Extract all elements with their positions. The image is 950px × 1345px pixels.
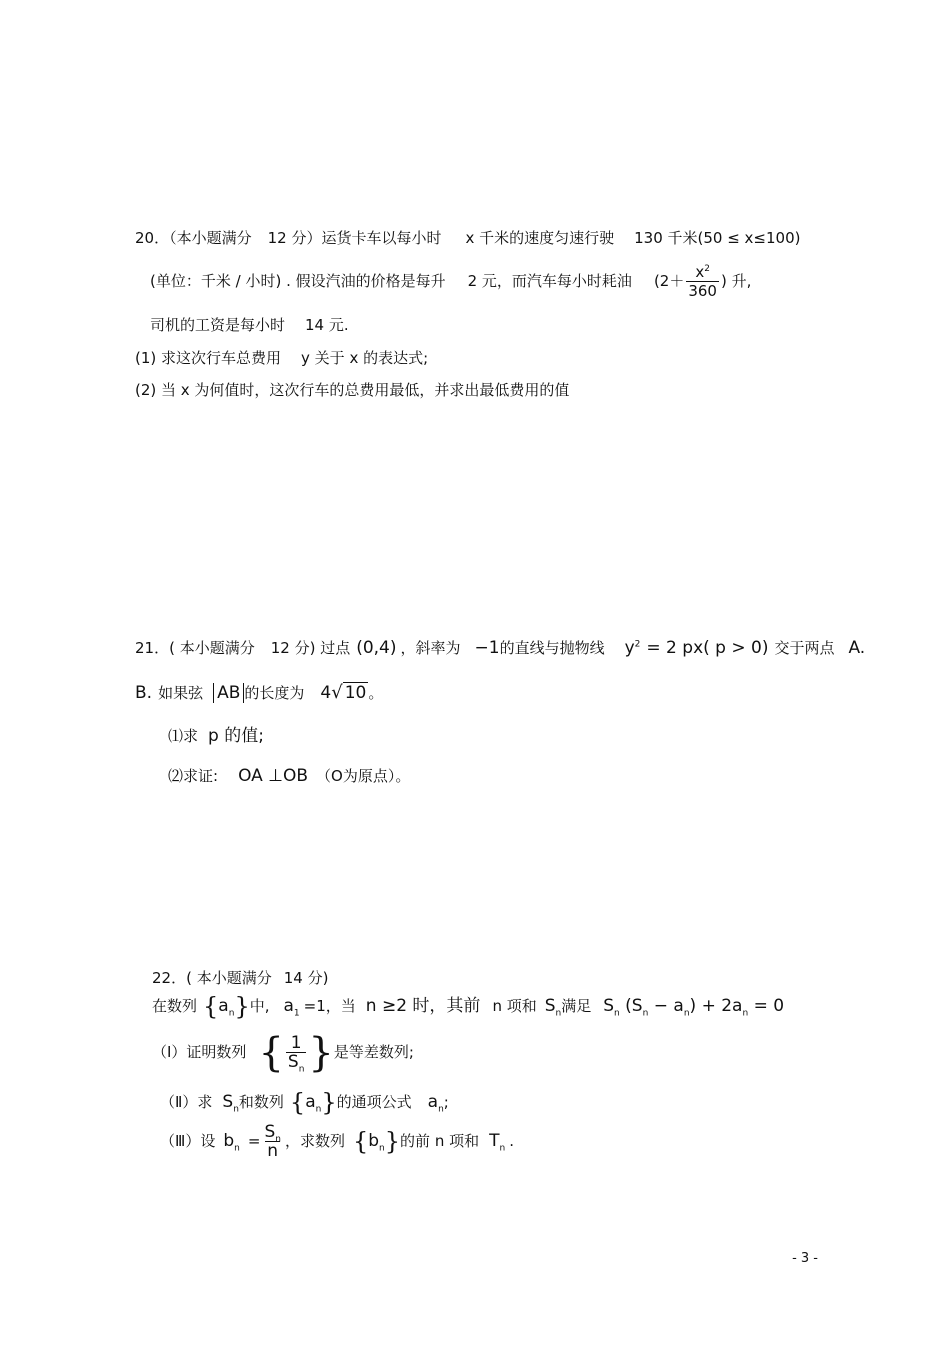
q20-line1 [135,228,800,248]
q21-sqrt-sign: √ [331,682,343,703]
q22-recip-num: 1 [290,1033,302,1053]
q21-part2-note: （O为原点）。 [316,767,411,785]
q21-point-a: A. [848,638,866,658]
q21-part1-expr: p 的值; [208,726,264,746]
q22-part3-eq: = [247,1132,261,1150]
q21-part2-text: ⑵求证: [168,767,219,785]
q22-eq: $S_n$ $(S_n - a_n) + 2a_n = 0$ [603,996,785,1019]
q22-part2 [160,1088,449,1117]
q22-part2-an: $a_n$ [305,1092,322,1115]
q20-price: 2 元，而汽车每小时耗油 [467,272,632,290]
q21-part2-expr: OA ⊥OB [238,766,309,786]
q22-recip-den-s: S [287,1052,299,1072]
q22-recip-fraction [286,1033,307,1075]
q21-line-text: 的直线与抛物线 [499,639,605,657]
q22-head: 22．( 本小题满分 [152,969,272,987]
q22-cond2: n ≥2 时，其前 [365,996,481,1016]
q21-point-b: B. [135,683,153,703]
q22-a1: $a_1$ [283,996,300,1019]
q22-part2-formula: 的通项公式 [336,1093,412,1111]
q22-eq-minus: − a [653,996,684,1016]
q22-part3-den: n [267,1141,279,1161]
q22-part3-fraction [262,1123,283,1160]
q22-part1-end: 是等差数列; [333,1043,414,1061]
q20-dist: 130 千米(50 ≤ x≤100) [634,229,801,247]
q22-part2-sn: $S_n$ [222,1092,239,1115]
q20-fraction: $\frac{x^2}{360}$ [688,263,717,300]
q20-unit: (单位：千米 / 小时) . 假设汽油的价格是每升 [150,272,446,290]
q22-cond3: n 项和 [492,997,537,1015]
q22-part2-set: { [289,1088,306,1117]
q21-parabola-y: $y^2$ [624,638,641,658]
q22-an: $a_n$ [218,996,235,1019]
q20-wage-val: 14 元. [305,316,349,334]
q21-len-end: 。 [368,684,384,702]
q21-score: 12 分) 过点 [270,639,351,657]
q20-line2 [150,262,751,300]
q20-wage: 司机的工资是每小时 [150,316,286,334]
q22-part3-num: $S_n$ [264,1122,281,1145]
q21-part1-text: ⑴求 [168,727,199,745]
q22-part2-an2: $a_n$ [427,1092,444,1115]
q21-slope: ，斜率为 [400,639,461,657]
q21-intersect: 交于两点 [774,639,835,657]
q21-len-root: 10 [344,683,367,703]
q20-part1-expr: y 关于 x 的表达式; [301,349,429,367]
q22-cond4: 满足 [561,997,592,1015]
q21-chord: 如果弦 [158,684,204,702]
q22-part2-text: （Ⅱ）求 [160,1093,213,1111]
q22-eq-zero: = 0 [753,996,785,1016]
q21-len-coef: 4 [320,683,332,703]
q20-frac-pre: (2＋ [653,272,685,290]
q20-var: x 千米的速度匀速行驶 [465,229,615,247]
q21-line1 [135,638,865,658]
q22-recip-set: { [258,1029,284,1076]
q22-part3 [160,1118,514,1165]
q22-an-set: { [203,992,219,1021]
q22-part3-bn2: $b_n$ [368,1131,385,1154]
q22-mid: 中, [249,997,270,1015]
q20-score: 12 分）运货卡车以每小时 [267,229,442,247]
q20-part1 [135,348,428,368]
q22-cond: =1，当 [303,997,356,1015]
q22-part3-seq: ，求数列 [284,1132,345,1150]
q22-recip-set-close: } [308,1029,334,1076]
q22-part3-bn: $b_n$ [223,1131,240,1154]
q21-ab-abs: AB [213,683,244,703]
q20-frac-post: ) 升, [720,272,752,290]
q22-part3-set: { [352,1127,369,1156]
q22-line2 [152,992,784,1021]
page-number: - 3 - [792,1251,818,1266]
q22-part3-tn: $T_n$ [489,1131,506,1154]
q21-parabola: = 2 px( p > 0) [646,638,769,658]
q22-part2-and: 和数列 [238,1093,284,1111]
q22-sn: $S_n$ [544,996,562,1019]
q20-head: 20．（本小题满分 [135,229,252,247]
q22-part3-text: （Ⅲ）设 [160,1132,216,1150]
q20-frac-num: x [695,263,705,281]
q22-eq-plus: ) + 2a [689,996,743,1016]
q22-part1 [152,1026,414,1078]
q22-score: 14 分) [283,969,329,987]
q21-point: (0,4) [356,638,397,658]
q22-seq: 在数列 [152,997,198,1015]
q22-part3-sum: 的前 n 项和 [400,1132,480,1150]
q22-an-set-close: } [234,992,250,1021]
q21-head: 21．( 本小题满分 [135,639,255,657]
q22-part2-end: ; [443,1093,449,1111]
q20-part2 [135,380,569,400]
q20-part1-text: (1) 求这次行车总费用 [135,349,282,367]
q22-part1-text: （Ⅰ）证明数列 [152,1043,247,1061]
q22-part3-num-s: S [264,1122,276,1142]
q21-part2 [168,766,410,786]
q21-part1 [168,726,264,746]
q22-part3-end: . [509,1132,514,1150]
q20-frac-den: 360 [688,282,717,300]
q21-length: 的长度为 [244,684,305,702]
q22-part3-set-close: } [384,1127,401,1156]
q21-line2 [135,682,383,703]
q22-line1 [152,968,328,988]
q22-part2-set-close: } [321,1088,337,1117]
q20-part2-text: (2) 当 x 为何值时，这次行车的总费用最低，并求出最低费用的值 [135,381,570,399]
q22-eq-open: (S [625,996,643,1016]
q20-line3 [150,315,349,335]
q22-recip-den: $S_n$ [287,1052,305,1075]
q21-slope-val: −1 [474,638,500,658]
